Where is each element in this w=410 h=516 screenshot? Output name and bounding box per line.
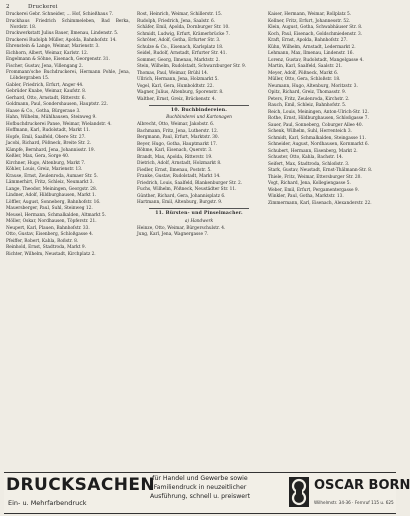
directory-entry: Kellner, Fritz, Erfurt, Johannesstr. 52.	[268, 18, 351, 24]
directory-entry: Reich, Louis, Meiningen, Anton-Ulrich-Str. 12.	[268, 109, 369, 115]
directory-entry: Peters, Fritz, Zeulenroda, Kirchstr. 2.	[268, 96, 350, 102]
directory-entry: Martin, Karl, Saalfeld, Saalstr. 21.	[268, 64, 343, 69]
directory-entry: Beyer, Hugo, Gotha, Hauptmarkt 17.	[137, 141, 218, 147]
directory-entry: Bergmann, Paul, Erfurt, Marktstr. 30.	[137, 135, 220, 141]
directory-entry: Seidel, Rudolf, Arnstadt, Erfurter Str. 41.	[137, 51, 227, 56]
ad-line: Ausführung, schnell u. preiswert	[149, 492, 251, 500]
directory-entry: Schmidt, Ludwig, Erfurt, Krämerbrücke 7.	[137, 31, 230, 37]
directory-entry: Köhler, Louis, Greiz, Marienstr. 13.	[6, 167, 83, 173]
running-title: Druckerei	[28, 4, 58, 10]
advertisement	[4, 472, 410, 514]
ad-company: OSCAR BORN	[314, 478, 410, 493]
directory-entry: Kraft, Ernst, Apolda, Bahnhofstr. 27.	[268, 38, 348, 43]
directory-entry: Opitz, Richard, Greiz, Thomasstr. 9.	[268, 90, 347, 95]
directory-entry: Stark, Gustav, Neustadt, Ernst-Thälmann-Str. 8.	[268, 168, 373, 173]
directory-entry: Keßler, Max, Gera, Sorge 40.	[6, 154, 70, 160]
directory-entry: Schenk, Wilhelm, Suhl, Herrenteich 3.	[268, 129, 352, 134]
directory-entry: Kämpfe, Bernhard, Jena, Johannisstr. 19.	[6, 147, 96, 153]
page-header	[6, 2, 394, 12]
directory-entry: Böhme, Karl, Eisenach, Querstr. 3.	[137, 148, 213, 154]
column-2	[137, 12, 261, 470]
section-subtitle-2: a) Handwerk	[184, 218, 214, 224]
directory-entry: Gerhard, Otto, Arnstadt, Ritterstr. 6.	[6, 95, 86, 101]
directory-entry: Wagner, Julius, Altenburg, Sporenstr. 8.	[137, 90, 224, 95]
directory-entry: Dietrich, Adolf, Arnstadt, Holzmarkt 8.	[137, 161, 222, 167]
directory-entry: Fischer, Gustav, Jena, Villengang 2.	[6, 63, 84, 69]
directory-entry: Kaiser, Hermann, Weimar, Rollplatz 5.	[268, 12, 352, 17]
directory-entry: Haase & Co., Gotha, Bürgeraue 3.	[6, 108, 81, 114]
ad-tagline: Ein- u. Mehrfarbendruck	[8, 499, 87, 507]
section-divider	[149, 208, 249, 209]
section-divider	[149, 105, 249, 106]
directory-entry: Jung, Karl, Jena, Wagnergasse 7.	[137, 232, 209, 238]
directory-entry: Lehmann, Max, Ilmenau, Lindenstr. 16.	[268, 51, 354, 56]
directory-entry: Lorenz, Gustav, Rudolstadt, Mangelgasse 4.	[268, 57, 364, 63]
directory-entry: Stein, Wilhelm, Rudolstadt, Schwarzburger Str. 9.	[137, 64, 247, 69]
directory-entry: Möller, Oskar, Nordhausen, Töpferstr. 21.	[6, 219, 97, 225]
directory-entry: Schneider, August, Nordhausen, Kornmarkt 6.	[268, 142, 369, 147]
directory-entry: Zimmermann, Karl, Eisenach, Alexanderstr. 22.	[268, 200, 372, 206]
directory-entry: Rost, Heinrich, Weimar, Schillerstr. 15.	[137, 12, 223, 17]
directory-entry: Albrecht, Otto, Weimar, Jakobstr. 6.	[137, 122, 215, 128]
directory-entry: Druckerei Gebr. Schneider, ... Hof, Schießhaus 7.	[6, 12, 114, 17]
directory-entry: Walther, Ernst, Greiz, Brückenstr. 4.	[137, 96, 216, 102]
directory-entry: Gabler, Friedrich, Erfurt, Anger 44.	[6, 82, 84, 88]
directory-entry: Mauersberger, Paul, Suhl, Steinweg 12.	[6, 206, 93, 212]
directory-entry: Löffler, August, Sonneberg, Bahnhofstr. 16.	[6, 199, 101, 205]
directory-entry: Sommer, Georg, Ilmenau, Marktstr. 2.	[137, 57, 220, 63]
directory-entry: Otto, Gustav, Eisenberg, Schloßgasse 4.	[6, 232, 94, 238]
directory-entry: Vogt, Richard, Jena, Kollegiengasse 5.	[268, 181, 351, 186]
directory-entry: Hahn, Wilhelm, Mühlhausen, Steinweg 9.	[6, 115, 97, 121]
column-1	[6, 12, 130, 470]
directory-entry: Lämmerhirt, Fritz, Schleiz, Neumarkt 3.	[6, 180, 94, 186]
directory-entry: Druckwerkstatt Julius Bauer, Ilmenau, Lindenstr. 5.	[6, 31, 119, 37]
directory-entry: Friedrich, Louis, Saalfeld, Blankenburger Str. 2.	[137, 180, 243, 186]
directory-entry: Fiedler, Ernst, Ilmenau, Poststr. 5.	[137, 167, 212, 173]
ad-address: Wilhelmstr. 34-36 · Fernruf 115 u. 625	[314, 500, 394, 505]
directory-entry: Reinhold, Ernst, Stadtroda, Markt 9.	[6, 245, 86, 251]
company-logo-icon	[288, 476, 310, 508]
directory-entry: Winkler, Paul, Gotha, Marktstr. 13.	[268, 194, 344, 199]
directory-entry: Eichhorn, Albert, Weimar, Karlstr. 12.	[6, 50, 89, 56]
directory-entry: Gebrüder Knabe, Weimar, Kaufstr. 8.	[6, 89, 87, 95]
directory-entry: Weber, Emil, Erfurt, Pergamentergasse 9.	[268, 187, 360, 193]
directory-entry: Neumann, Hugo, Altenburg, Moritzstr. 3.	[268, 83, 358, 89]
directory-entry: Meusel, Hermann, Schmalkalden, Altmarkt 5.	[6, 212, 106, 218]
directory-entry: Thomas, Paul, Weimar, Brühl 14.	[137, 70, 209, 76]
directory-entry: Franke, Gustav, Rudolstadt, Markt 14.	[137, 174, 221, 180]
ad-text	[116, 475, 284, 511]
ad-line: Familiendruck in neuzeitlicher	[153, 483, 247, 491]
directory-entry: Richter, Wilhelm, Neustadt, Kirchplatz 2.	[6, 251, 96, 257]
directory-entry: Goldmann, Paul, Sondershausen, Hauptstr. 22.	[6, 102, 109, 108]
directory-entry: Engelmann & Söhne, Eisenach, Georgenstr. 31.	[6, 57, 110, 63]
section-title-2: 11. Bürsten- und Pinselmacher.	[155, 211, 243, 217]
directory-entry: Rauch, Emil, Schleiz, Bahnhofstr. 5.	[268, 103, 347, 108]
directory-entry: Bachmann, Fritz, Jena, Lutherstr. 12.	[137, 128, 219, 134]
directory-entry: Vogel, Karl, Gera, Humboldtstr. 22.	[137, 83, 214, 89]
directory-entry: Sauer, Paul, Sonneberg, Coburger Allee 40.	[268, 122, 363, 128]
directory-entry: Pfeiffer, Robert, Kahla, Roßstr. 8.	[6, 238, 79, 244]
directory-entry: Kühn, Wilhelm, Arnstadt, Ledermarkt 2.	[268, 44, 356, 50]
directory-entry: Günther, Richard, Gera, Johannisplatz 6.	[137, 193, 226, 199]
ad-line: für Handel und Gewerbe sowie	[152, 475, 248, 482]
directory-entry: Frommann'sche Buchdruckerei, Hermann Pohle, Jena, Löbdergraben 15.	[6, 70, 130, 82]
directory-entry: Hofbuchdruckerei Panse, Weimar, Wielandstr. 4.	[6, 121, 112, 127]
ad-headline: DRUCKSACHEN	[6, 475, 155, 495]
directory-entry: Schmidt, Karl, Schmalkalden, Steingasse 11.	[268, 135, 366, 141]
directory-entry: Hartmann, Emil, Altenburg, Burgstr. 9.	[137, 200, 223, 206]
directory-entry: Meyer, Adolf, Pößneck, Markt 6.	[268, 70, 339, 76]
directory-entry: Ullrich, Hermann, Jena, Holzmarkt 5.	[137, 77, 219, 82]
directory-entry: Neupert, Karl, Plauen, Bahnhofstr. 33.	[6, 225, 90, 231]
directory-entry: Thiele, Fritz, Weimar, Ettersburger Str. 20.	[268, 174, 362, 180]
directory-entry: Rothe, Ernst, Hildburghausen, Schloßgasse 7.	[268, 116, 369, 121]
directory-entry: Müller, Otto, Gera, Schloßstr. 18.	[268, 77, 341, 82]
directory-entry: Schröter, Adolf, Gotha, Erfurter Str. 3.	[137, 38, 221, 43]
directory-entry: Jacobi, Richard, Pößneck, Breite Str. 2.	[6, 141, 92, 147]
directory-entry: Hopfe, Emil, Saalfeld, Obere Str. 27.	[6, 134, 86, 140]
directory-entry: Ehrenstein & Lange, Weimar, Marienstr. 3.	[6, 44, 100, 50]
directory-entry: Klein, August, Gotha, Schwabhäuser Str. 8.	[268, 25, 363, 30]
section-subtitle: Buchbinderei und Kartonagen	[166, 114, 232, 120]
directory-entry: Schubert, Hermann, Eisenberg, Markt 2.	[268, 148, 358, 154]
page-number: 2	[6, 4, 10, 10]
directory-entry: Schäfer, Emil, Apolda, Dornburger Str. 10.	[137, 25, 230, 30]
directory-entry: Rudolph, Friedrich, Jena, Saalstr. 6.	[137, 18, 216, 24]
directory-entry: Seifert, Max, Stadtroda, Schloßstr. 3.	[268, 161, 350, 167]
directory-entry: Brandt, Max, Apolda, Ritterstr. 19.	[137, 154, 213, 160]
directory-entry: Lange, Theodor, Meiningen, Georgstr. 28.	[6, 186, 98, 192]
column-3	[268, 12, 394, 470]
directory-entry: Krause, Ernst, Zeulenroda, Aumaer Str. 5.	[6, 173, 98, 179]
directory-entry: Kirchner, Hugo, Altenburg, Markt 7.	[6, 160, 86, 166]
directory-entry: Lindner, Adolf, Hildburghausen, Markt 1.	[6, 193, 97, 199]
section-title: 10. Buchbindereien.	[170, 107, 228, 113]
directory-entry: Koch, Paul, Eisenach, Goldschmiedenstr. 3.	[268, 31, 363, 37]
directory-entry: Heinze, Otto, Weimar, Bürgerschulstr. 4.	[137, 225, 226, 231]
directory-entry: Schuster, Otto, Kahla, Bachstr. 14.	[268, 155, 344, 160]
directory-entry: Hoffmann, Karl, Rudolstadt, Markt 11.	[6, 128, 91, 134]
directory-entry: Druckerei Rudolph Müller, Apolda, Bahnhofstr. 14.	[6, 37, 117, 43]
directory-entry: Fuchs, Wilhelm, Pößneck, Neustädter Str. 11.	[137, 187, 237, 193]
directory-entry: Schulze & Co., Eisenach, Karlsplatz 18.	[137, 44, 224, 50]
directory-entry: Druckhaus Friedrich Schimmeleben, Bad Berka, Nordstr. 18.	[6, 18, 130, 30]
